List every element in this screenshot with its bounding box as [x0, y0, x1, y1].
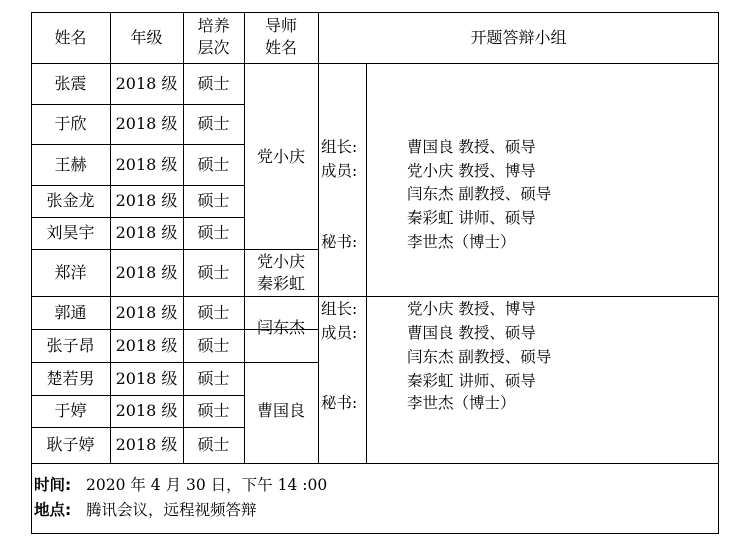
row-line — [31, 362, 318, 363]
student-level: 硕士 — [197, 401, 230, 420]
group-secretary: 李世杰（博士） — [407, 394, 516, 412]
col-line-5 — [366, 63, 367, 464]
group-member: 闫东杰 副教授、硕导 — [407, 185, 552, 203]
group-leader-label: 组长: — [321, 138, 358, 156]
table-border-top — [31, 12, 719, 13]
group-member: 秦彩虹 讲师、硕导 — [407, 209, 536, 227]
row-line — [31, 144, 244, 145]
student-grade: 2018 级 — [115, 155, 178, 174]
group-member: 曹国良 教授、硕导 — [407, 324, 536, 342]
student-level: 硕士 — [197, 155, 230, 174]
group-leader: 曹国良 教授、硕导 — [407, 138, 536, 156]
time-value: 2020 年 4 月 30 日，下午 14 :00 — [86, 476, 328, 494]
student-grade: 2018 级 — [115, 303, 178, 322]
table-border-right — [718, 12, 719, 534]
footer-divider — [31, 463, 719, 464]
row-line — [31, 185, 244, 186]
place-label: 地点: — [34, 501, 72, 519]
student-level: 硕士 — [197, 191, 230, 210]
student-level: 硕士 — [197, 435, 230, 454]
row-line — [31, 395, 244, 396]
group-leader: 党小庆 教授、博导 — [407, 300, 536, 318]
student-level: 硕士 — [197, 223, 230, 242]
advisor-name: 秦彩虹 — [256, 274, 305, 293]
place-value: 腾讯会议，远程视频答辩 — [86, 501, 257, 519]
row-line — [31, 427, 244, 428]
group-secretary-label: 秘书: — [321, 394, 358, 412]
student-grade: 2018 级 — [115, 336, 178, 355]
header-name: 姓名 — [54, 28, 87, 47]
student-name: 张震 — [54, 74, 87, 93]
student-grade: 2018 级 — [115, 263, 178, 282]
student-level: 硕士 — [197, 114, 230, 133]
advisor-name: 党小庆 — [256, 252, 305, 271]
advisor-name: 闫东杰 — [256, 318, 305, 337]
group-members-label: 成员: — [321, 162, 358, 180]
student-level: 硕士 — [197, 336, 230, 355]
col-line-4 — [318, 12, 319, 464]
header-level-line2: 层次 — [197, 38, 230, 57]
group-member: 秦彩虹 讲师、硕导 — [407, 372, 536, 390]
group-member: 闫东杰 副教授、硕导 — [407, 348, 552, 366]
table-border-bottom — [31, 533, 719, 534]
student-name: 刘昊宇 — [46, 223, 95, 242]
student-grade: 2018 级 — [115, 369, 178, 388]
header-grade: 年级 — [130, 28, 163, 47]
student-grade: 2018 级 — [115, 435, 178, 454]
row-line-group-split — [31, 296, 719, 297]
advisor-name: 党小庆 — [256, 147, 305, 166]
student-grade: 2018 级 — [115, 114, 178, 133]
header-advisor-line1: 导师 — [264, 16, 297, 35]
student-name: 郭通 — [54, 303, 87, 322]
header-advisor-line2: 姓名 — [264, 38, 297, 57]
student-name: 楚若男 — [46, 369, 95, 388]
student-name: 耿子婷 — [46, 435, 95, 454]
student-grade: 2018 级 — [115, 223, 178, 242]
student-level: 硕士 — [197, 369, 230, 388]
group-leader-label: 组长: — [321, 300, 358, 318]
group-members-label: 成员: — [321, 324, 358, 342]
row-line — [31, 104, 244, 105]
header-committee: 开题答辩小组 — [470, 28, 567, 47]
student-level: 硕士 — [197, 303, 230, 322]
advisor-name: 曹国良 — [256, 401, 305, 420]
student-name: 王赫 — [54, 155, 87, 174]
student-name: 张子昂 — [46, 336, 95, 355]
header-divider — [31, 63, 719, 64]
col-line-3 — [244, 12, 245, 464]
group-secretary: 李世杰（博士） — [407, 233, 516, 251]
student-name: 于婷 — [54, 401, 87, 420]
row-line — [31, 249, 318, 250]
schedule-table — [31, 12, 719, 534]
header-level-line1: 培养 — [197, 16, 230, 35]
student-grade: 2018 级 — [115, 191, 178, 210]
student-grade: 2018 级 — [115, 401, 178, 420]
row-line — [31, 217, 244, 218]
student-name: 郑洋 — [54, 263, 87, 282]
student-name: 张金龙 — [46, 191, 95, 210]
time-label: 时间: — [34, 476, 72, 494]
student-name: 于欣 — [54, 114, 87, 133]
group-member: 党小庆 教授、博导 — [407, 162, 536, 180]
student-level: 硕士 — [197, 263, 230, 282]
group-secretary-label: 秘书: — [321, 233, 358, 251]
student-level: 硕士 — [197, 74, 230, 93]
student-grade: 2018 级 — [115, 74, 178, 93]
